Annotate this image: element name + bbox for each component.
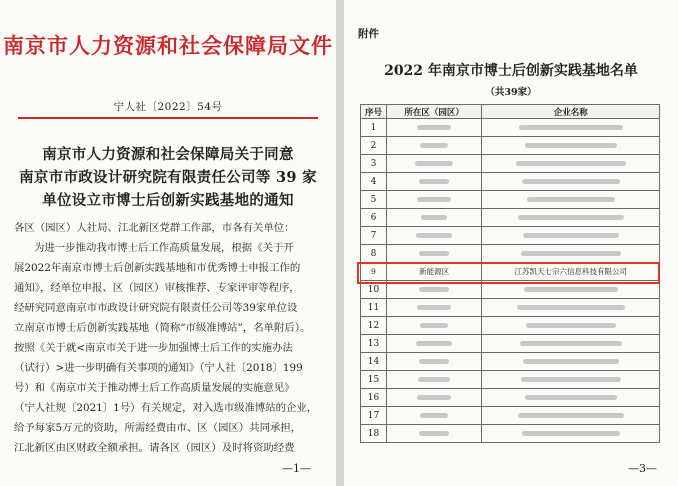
table-header-row — [361, 105, 660, 119]
number-cell: 9 — [361, 263, 387, 281]
table-row — [361, 227, 660, 245]
company-cell — [482, 119, 660, 137]
table-row — [361, 407, 660, 425]
body-line: 展2022年南京市博士后创新实践基地和市优秀博士申报工作的 — [14, 262, 301, 274]
redacted-text — [527, 197, 615, 202]
redacted-text — [519, 125, 623, 130]
document-header: 南京市人力资源和社会保障局文件 — [3, 33, 333, 58]
page-gutter — [336, 0, 344, 486]
number-cell: 13 — [361, 335, 387, 353]
column-header-company: 企业名称 — [482, 105, 660, 119]
number-cell: 16 — [361, 389, 387, 407]
redacted-text — [419, 359, 449, 364]
column-header-number: 序号 — [361, 105, 387, 119]
company-cell — [482, 353, 660, 371]
district-cell — [386, 335, 482, 353]
number-cell: 11 — [361, 299, 387, 317]
column-header-district: 所在区（园区） — [386, 105, 482, 119]
district-cell — [386, 191, 482, 209]
company-cell — [482, 425, 660, 443]
district-cell — [386, 209, 482, 227]
number-cell: 17 — [361, 407, 387, 425]
redacted-text — [421, 215, 447, 220]
table-row — [361, 137, 660, 155]
district-cell — [386, 371, 482, 389]
company-cell — [482, 209, 660, 227]
redacted-text — [521, 377, 621, 382]
left-page — [0, 0, 336, 486]
body-line: 为进一步推动我市博士后工作高质量发展，根据《关于开 — [34, 242, 294, 254]
redacted-text — [419, 287, 449, 292]
number-cell: 14 — [361, 353, 387, 371]
district-cell — [386, 173, 482, 191]
redacted-text — [419, 431, 449, 436]
redacted-text — [521, 251, 621, 256]
company-cell — [482, 371, 660, 389]
body-line: 号）和《南京市关于推动博士后工作高质量发展的实施意见》 — [14, 382, 295, 394]
redacted-text — [522, 179, 620, 184]
table-row — [361, 245, 660, 263]
company-cell — [482, 155, 660, 173]
notice-title-line: 单位设立市博士后创新实践基地的通知 — [42, 192, 294, 209]
redacted-text — [417, 395, 451, 400]
redacted-text — [518, 413, 624, 418]
redacted-text — [415, 161, 453, 166]
body-line: 按照《关于就<南京市关于进一步加强博士后工作的实施办法 — [14, 342, 293, 354]
redacted-text — [416, 233, 452, 238]
number-cell: 4 — [361, 173, 387, 191]
company-cell — [482, 173, 660, 191]
list-count: （共39家） — [485, 87, 537, 98]
district-cell — [386, 317, 482, 335]
table-row — [361, 317, 660, 335]
number-cell: 15 — [361, 371, 387, 389]
page-number: —3— — [628, 462, 657, 475]
table-row — [361, 173, 660, 191]
redacted-text — [518, 215, 624, 220]
district-cell — [386, 137, 482, 155]
district-cell — [386, 353, 482, 371]
redacted-text — [417, 125, 451, 130]
table-row — [361, 263, 660, 281]
body-line: 各区（园区）人社局、江北新区党群工作部，市各有关单位： — [14, 222, 295, 234]
company-cell — [482, 137, 660, 155]
company-cell — [482, 389, 660, 407]
company-cell — [482, 317, 660, 335]
attachment-label: 附件 — [358, 28, 379, 40]
table-row — [361, 335, 660, 353]
number-cell: 8 — [361, 245, 387, 263]
company-cell: 江苏凯天七宗六信息科技有限公司 — [482, 263, 660, 281]
table-row — [361, 209, 660, 227]
number-cell: 5 — [361, 191, 387, 209]
redacted-text — [516, 161, 626, 166]
redacted-text — [517, 305, 625, 310]
district-cell — [386, 299, 482, 317]
district-cell — [386, 389, 482, 407]
redacted-text — [419, 251, 449, 256]
table-row — [361, 281, 660, 299]
right-page — [344, 0, 678, 486]
body-line: （宁人社规〔2021〕1号）有关规定，对入选市级准博站的企业， — [14, 402, 318, 414]
document-number: 宁人社〔2022〕54号 — [113, 101, 223, 113]
district-cell — [386, 227, 482, 245]
redacted-text — [418, 377, 450, 382]
number-cell: 10 — [361, 281, 387, 299]
district-cell — [386, 407, 482, 425]
body-line: 通知》，经单位申报、区（园区）审核推荐、专家评审等程序， — [14, 282, 300, 294]
number-cell: 12 — [361, 317, 387, 335]
district-cell — [386, 281, 482, 299]
redacted-text — [417, 197, 451, 202]
district-cell — [386, 119, 482, 137]
number-cell: 18 — [361, 425, 387, 443]
body-line: 经研究同意南京市市政设计研究院有限责任公司等39家单位设 — [14, 302, 298, 314]
number-cell: 2 — [361, 137, 387, 155]
company-cell — [482, 335, 660, 353]
table-row — [361, 389, 660, 407]
company-cell — [482, 281, 660, 299]
page-number: —1— — [282, 462, 311, 475]
district-cell — [386, 155, 482, 173]
redacted-text — [420, 413, 448, 418]
notice-title-line: 南京市市政设计研究院有限责任公司等 39 家 — [19, 169, 317, 186]
district-cell: 新能源区 — [386, 263, 482, 281]
redacted-text — [526, 323, 616, 328]
redacted-text — [420, 143, 448, 148]
table-row — [361, 353, 660, 371]
company-cell — [482, 407, 660, 425]
redacted-text — [525, 395, 617, 400]
notice-title-line: 南京市人力资源和社会保障局关于同意 — [42, 146, 294, 163]
number-cell: 7 — [361, 227, 387, 245]
body-line: 给予每家5万元的资助，所需经费由市、区（园区）共同承担， — [14, 422, 302, 434]
redacted-text — [420, 323, 448, 328]
number-cell: 1 — [361, 119, 387, 137]
table-row — [361, 299, 660, 317]
company-cell — [482, 245, 660, 263]
redacted-text — [524, 287, 618, 292]
redacted-text — [520, 341, 622, 346]
number-cell: 6 — [361, 209, 387, 227]
body-line: （试行）>进一步明确有关事项的通知》（宁人社〔2018〕199 — [14, 362, 303, 374]
table-row — [361, 119, 660, 137]
red-divider — [18, 117, 318, 119]
redacted-text — [416, 341, 452, 346]
table-row — [361, 425, 660, 443]
list-title: 2022 年南京市博士后创新实践基地名单 — [384, 63, 638, 79]
redacted-text — [523, 233, 619, 238]
body-line: 立南京市博士后创新实践基地（简称“市级准博站”，名单附后）。 — [14, 322, 311, 334]
redacted-text — [523, 359, 619, 364]
district-cell — [386, 425, 482, 443]
company-cell — [482, 227, 660, 245]
redacted-text — [522, 431, 620, 436]
company-cell — [482, 299, 660, 317]
company-cell — [482, 191, 660, 209]
redacted-text — [417, 305, 451, 310]
redacted-text — [419, 179, 449, 184]
base-list-table — [360, 104, 660, 443]
table-row — [361, 155, 660, 173]
body-line: 江北新区由区财政全额承担。请各区（园区）及时将资助经费 — [14, 442, 295, 454]
table-row — [361, 371, 660, 389]
number-cell: 3 — [361, 155, 387, 173]
redacted-text — [525, 143, 617, 148]
district-cell — [386, 245, 482, 263]
table-row — [361, 191, 660, 209]
